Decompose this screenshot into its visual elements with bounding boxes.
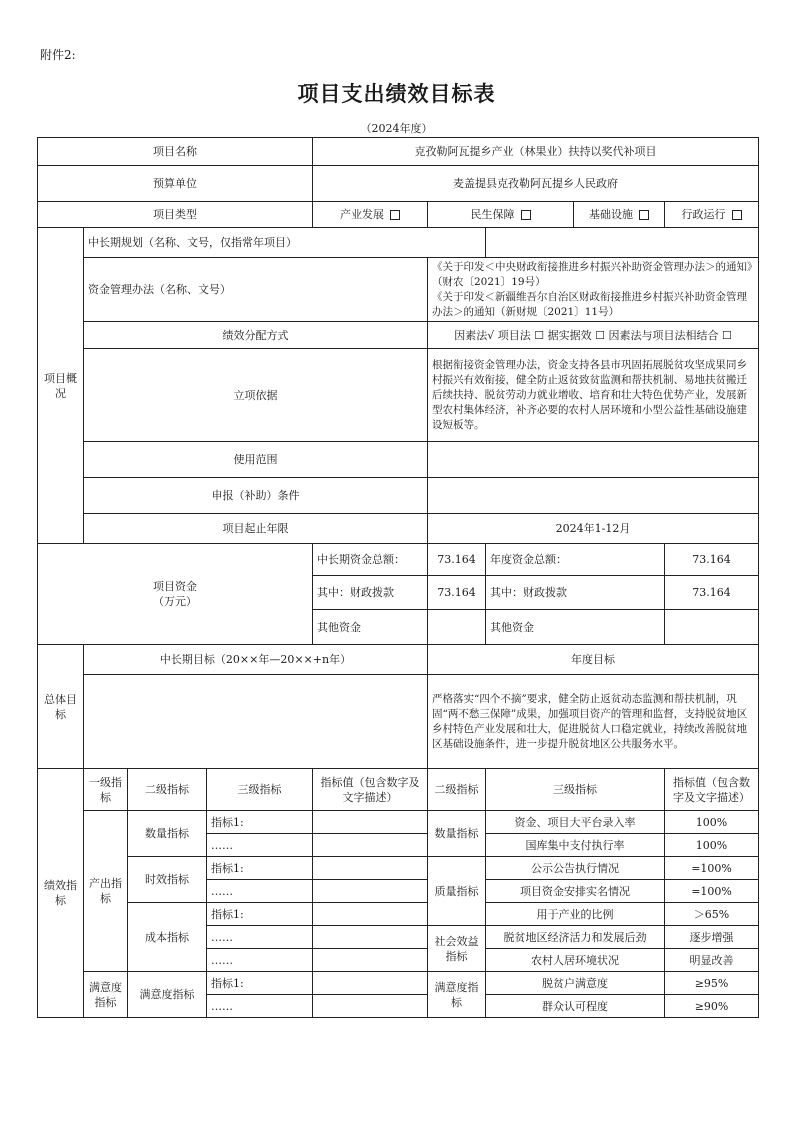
funds-group-label: 项目资金 （万元）: [38, 544, 313, 645]
right-indicator-value: ≥90%: [665, 995, 759, 1018]
year-goal-value: 严格落实“四个不摘”要求，健全防止返贫动态监测和帮扶机制，巩固“两不愁三保障”成果，加强项目资产的管理和监督，支持脱贫地区乡村特色产业发展和壮大，促进脱贫人口稳定就业，持续改善脱贫地区基础设施条件，进一步提升脱贫地区公共服务水平。: [428, 675, 759, 769]
left-cost-value: [313, 949, 428, 972]
mid-fiscal-label: 其中：财政拨款: [313, 576, 428, 610]
left-satisfaction-value: [313, 995, 428, 1018]
mid-total-label: 中长期资金总额：: [313, 544, 428, 576]
mid-plan-value: [486, 228, 759, 258]
left-timeliness-item: ……: [207, 880, 313, 903]
year-fiscal-value: 73.164: [665, 576, 759, 610]
type-option-admin[interactable]: 行政运行: [665, 202, 759, 228]
performance-target-table: [37, 137, 759, 1018]
hdr-right-value: 指标值（包含数字及文字描述）: [665, 769, 759, 811]
left-quantity-item: 指标1:: [207, 811, 313, 834]
fiscal-year: （2024年度）: [360, 122, 433, 135]
scope-value: [428, 442, 759, 478]
left-satisfaction-item: 指标1:: [207, 972, 313, 995]
type-option-infrastructure[interactable]: 基础设施: [574, 202, 665, 228]
overview-group-label: 项目概况: [38, 228, 84, 544]
right-indicator-name: 群众认可程度: [486, 995, 665, 1018]
fund-mgmt-label: 资金管理办法（名称、文号）: [84, 258, 428, 322]
right-indicator-value: 100%: [665, 834, 759, 857]
right-indicator-name: 公示公告执行情况: [486, 857, 665, 880]
right-indicator-value: 逐步增强: [665, 926, 759, 949]
left-quantity-item: ……: [207, 834, 313, 857]
basis-label: 立项依据: [84, 349, 428, 442]
budget-unit-label: 预算单位: [38, 166, 313, 202]
budget-unit-value: 麦盖提县克孜勒阿瓦提乡人民政府: [313, 166, 759, 202]
year-goal-label: 年度目标: [428, 645, 759, 675]
right-indicator-value: 明显改善: [665, 949, 759, 972]
hdr-right-level3: 三级指标: [486, 769, 665, 811]
left-cost-item: ……: [207, 949, 313, 972]
fund-mgmt-value: 《关于印发＜中央财政衔接推进乡村振兴补助资金管理办法＞的通知》（财农〔2021〕19号） 《关于印发＜新疆维吾尔自治区财政衔接推进乡村振兴补助资金管理办法＞的通知（新财规〔2021〕11号）: [428, 258, 759, 322]
left-cost-value: [313, 926, 428, 949]
right-satisfaction-label: 满意度指标: [428, 972, 486, 1018]
left-timeliness-item: 指标1:: [207, 857, 313, 880]
year-fiscal-label: 其中：财政拨款: [486, 576, 665, 610]
period-value: 2024年1-12月: [428, 514, 759, 544]
year-other-value: [665, 610, 759, 645]
mid-total-value: 73.164: [428, 544, 486, 576]
hdr-level1: 一级指标: [84, 769, 128, 811]
right-indicator-name: 脱贫户满意度: [486, 972, 665, 995]
mid-goal-label: 中长期目标（20××年—20××+n年）: [84, 645, 428, 675]
left-satisfaction-item: ……: [207, 995, 313, 1018]
mid-other-label: 其他资金: [313, 610, 428, 645]
left-cost-item: ……: [207, 926, 313, 949]
left-satisfaction-l1-label: 满意度指标: [84, 972, 128, 1018]
left-cost-item: 指标1:: [207, 903, 313, 926]
left-timeliness-label: 时效指标: [128, 857, 207, 903]
right-indicator-name: 脱贫地区经济活力和发展后劲: [486, 926, 665, 949]
left-cost-label: 成本指标: [128, 903, 207, 972]
hdr-right-level2: 二级指标: [428, 769, 486, 811]
mid-fiscal-value: 73.164: [428, 576, 486, 610]
checkbox-icon[interactable]: [639, 210, 649, 220]
right-indicator-name: 国库集中支付执行率: [486, 834, 665, 857]
right-indicator-value: =100%: [665, 857, 759, 880]
basis-value: 根据衔接资金管理办法，资金支持各县市巩固拓展脱贫攻坚成果同乡村振兴有效衔接，健全防止返贫致贫监测和帮扶机制、易地扶贫搬迁后续扶持、脱贫劳动力就业增收、培育和壮大特色优势产业，发展新型农村集体经济，补齐必要的农村人居环境和小型公益性基础设施建设短板等。: [428, 349, 759, 442]
right-indicator-value: =100%: [665, 880, 759, 903]
year-other-label: 其他资金: [486, 610, 665, 645]
mid-goal-value: [84, 675, 428, 769]
alloc-method-label: 绩效分配方式: [84, 322, 428, 349]
checkbox-icon[interactable]: [390, 210, 400, 220]
period-label: 项目起止年限: [84, 514, 428, 544]
right-social-label: 社会效益指标: [428, 926, 486, 972]
scope-label: 使用范围: [84, 442, 428, 478]
left-timeliness-value: [313, 857, 428, 880]
year-total-value: 73.164: [665, 544, 759, 576]
right-indicator-value: ＞65%: [665, 903, 759, 926]
left-satisfaction-label: 满意度指标: [128, 972, 207, 1018]
alloc-method-value: 因素法√ 项目法 ☐ 据实据效 ☐ 因素法与项目法相结合 ☐: [428, 322, 759, 349]
left-cost-value: [313, 903, 428, 926]
left-quantity-value: [313, 811, 428, 834]
right-indicator-name: 农村人居环境状况: [486, 949, 665, 972]
mid-plan-label: 中长期规划（名称、文号，仅指常年项目）: [84, 228, 486, 258]
left-quantity-value: [313, 834, 428, 857]
page-title: 项目支出绩效目标表: [297, 81, 496, 106]
apply-cond-value: [428, 478, 759, 514]
apply-cond-label: 申报（补助）条件: [84, 478, 428, 514]
attachment-label: 附件2:: [40, 48, 76, 62]
year-total-label: 年度资金总额：: [486, 544, 665, 576]
hdr-value: 指标值（包含数字及文字描述）: [313, 769, 428, 811]
right-indicator-name: 项目资金安排实名情况: [486, 880, 665, 903]
left-satisfaction-value: [313, 972, 428, 995]
right-quantity-label: 数量指标: [428, 811, 486, 857]
right-quality-label: 质量指标: [428, 857, 486, 926]
goals-group-label: 总体目标: [38, 645, 84, 769]
mid-other-value: [428, 610, 486, 645]
type-option-industry[interactable]: 产业发展: [313, 202, 428, 228]
right-indicator-name: 资金、项目大平台录入率: [486, 811, 665, 834]
left-quantity-label: 数量指标: [128, 811, 207, 857]
right-indicator-value: 100%: [665, 811, 759, 834]
right-indicator-name: 用于产业的比例: [486, 903, 665, 926]
hdr-level3: 三级指标: [207, 769, 313, 811]
project-name-value: 克孜勒阿瓦提乡产业（林果业）扶持以奖代补项目: [313, 138, 759, 166]
left-timeliness-value: [313, 880, 428, 903]
type-option-livelihood[interactable]: 民生保障: [428, 202, 574, 228]
right-indicator-value: ≥95%: [665, 972, 759, 995]
indicators-group-label: 绩效指标: [38, 769, 84, 1018]
checkbox-icon[interactable]: [732, 210, 742, 220]
hdr-level2: 二级指标: [128, 769, 207, 811]
project-name-label: 项目名称: [38, 138, 313, 166]
output-indicator-label: 产出指标: [84, 811, 128, 972]
checkbox-icon[interactable]: [521, 210, 531, 220]
project-type-label: 项目类型: [38, 202, 313, 228]
